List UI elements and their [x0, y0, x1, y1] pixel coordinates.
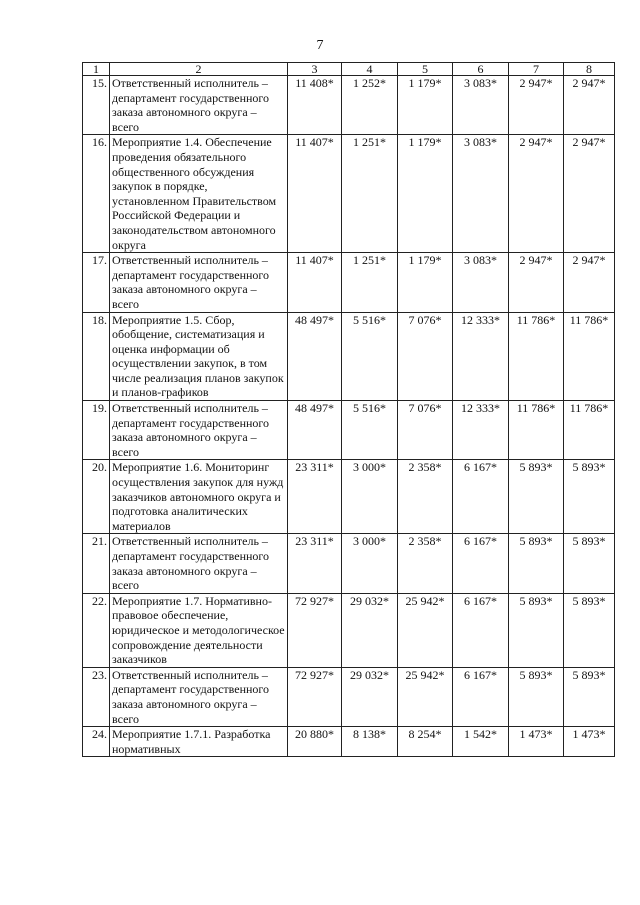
value-cell-col-3: 23 311*	[288, 460, 342, 534]
col-header-5: 5	[398, 63, 453, 76]
value-cell-col-5: 7 076*	[398, 401, 453, 460]
value-cell-col-7: 5 893*	[509, 460, 564, 534]
value-cell-col-8: 2 947*	[564, 253, 615, 312]
value-cell-col-3: 11 407*	[288, 135, 342, 253]
row-description: Мероприятие 1.5. Сбор, обобщение, систематизация и оценка информации об осуществлении закупок, в том числе реализация планов закупок и планов-графиков	[110, 312, 288, 401]
row-description: Мероприятие 1.7. Нормативно-правовое обеспечение, юридическое и методологическое сопровождение деятельности заказчиков	[110, 593, 288, 667]
value-cell-col-6: 3 083*	[453, 76, 509, 135]
value-cell-col-5: 2 358*	[398, 534, 453, 593]
value-cell-col-8: 5 893*	[564, 667, 615, 726]
col-header-8: 8	[564, 63, 615, 76]
value-cell-col-5: 7 076*	[398, 312, 453, 401]
value-cell-col-3: 20 880*	[288, 727, 342, 757]
value-cell-col-7: 2 947*	[509, 76, 564, 135]
row-number: 19.	[83, 401, 110, 460]
value-cell-col-3: 72 927*	[288, 593, 342, 667]
value-cell-col-6: 12 333*	[453, 312, 509, 401]
table-row	[83, 312, 615, 401]
value-cell-col-4: 29 032*	[342, 667, 398, 726]
value-cell-col-6: 3 083*	[453, 253, 509, 312]
col-header-1: 1	[83, 63, 110, 76]
header-row	[83, 63, 615, 76]
table-body	[83, 63, 615, 757]
row-number: 20.	[83, 460, 110, 534]
value-cell-col-7: 1 473*	[509, 727, 564, 757]
value-cell-col-8: 1 473*	[564, 727, 615, 757]
value-cell-col-8: 5 893*	[564, 460, 615, 534]
table-row	[83, 534, 615, 593]
value-cell-col-5: 1 179*	[398, 253, 453, 312]
table-row	[83, 727, 615, 757]
value-cell-col-7: 2 947*	[509, 253, 564, 312]
row-description: Мероприятие 1.6. Мониторинг осуществления закупок для нужд заказчиков автономного округа и подготовка аналитических материалов	[110, 460, 288, 534]
value-cell-col-5: 1 179*	[398, 76, 453, 135]
value-cell-col-4: 1 251*	[342, 253, 398, 312]
row-description: Мероприятие 1.4. Обеспечение проведения обязательного общественного обсуждения закупок в порядке, установленном Правительством Российской Федерации и законодательством автономного округа	[110, 135, 288, 253]
row-description: Мероприятие 1.7.1. Разработка нормативных	[110, 727, 288, 757]
value-cell-col-4: 3 000*	[342, 534, 398, 593]
row-description: Ответственный исполнитель – департамент государственного заказа автономного округа – всего	[110, 253, 288, 312]
row-number: 24.	[83, 727, 110, 757]
row-description: Ответственный исполнитель – департамент государственного заказа автономного округа – всего	[110, 76, 288, 135]
value-cell-col-4: 1 252*	[342, 76, 398, 135]
value-cell-col-6: 3 083*	[453, 135, 509, 253]
value-cell-col-8: 5 893*	[564, 593, 615, 667]
program-table	[82, 62, 615, 757]
value-cell-col-3: 11 407*	[288, 253, 342, 312]
value-cell-col-7: 5 893*	[509, 593, 564, 667]
value-cell-col-4: 5 516*	[342, 312, 398, 401]
col-header-4: 4	[342, 63, 398, 76]
value-cell-col-8: 2 947*	[564, 76, 615, 135]
value-cell-col-3: 72 927*	[288, 667, 342, 726]
value-cell-col-8: 11 786*	[564, 401, 615, 460]
value-cell-col-8: 5 893*	[564, 534, 615, 593]
value-cell-col-6: 6 167*	[453, 460, 509, 534]
value-cell-col-7: 5 893*	[509, 667, 564, 726]
row-number: 16.	[83, 135, 110, 253]
row-description: Ответственный исполнитель – департамент государственного заказа автономного округа – всего	[110, 667, 288, 726]
value-cell-col-4: 3 000*	[342, 460, 398, 534]
value-cell-col-7: 11 786*	[509, 401, 564, 460]
value-cell-col-6: 1 542*	[453, 727, 509, 757]
value-cell-col-3: 11 408*	[288, 76, 342, 135]
value-cell-col-3: 48 497*	[288, 401, 342, 460]
table-row	[83, 253, 615, 312]
page-number: 7	[316, 38, 324, 53]
row-number: 17.	[83, 253, 110, 312]
value-cell-col-7: 11 786*	[509, 312, 564, 401]
col-header-7: 7	[509, 63, 564, 76]
value-cell-col-8: 2 947*	[564, 135, 615, 253]
col-header-3: 3	[288, 63, 342, 76]
row-description: Ответственный исполнитель – департамент государственного заказа автономного округа – всего	[110, 401, 288, 460]
value-cell-col-4: 8 138*	[342, 727, 398, 757]
value-cell-col-5: 8 254*	[398, 727, 453, 757]
value-cell-col-4: 29 032*	[342, 593, 398, 667]
value-cell-col-7: 2 947*	[509, 135, 564, 253]
value-cell-col-3: 48 497*	[288, 312, 342, 401]
value-cell-col-3: 23 311*	[288, 534, 342, 593]
table-row	[83, 135, 615, 253]
col-header-6: 6	[453, 63, 509, 76]
row-number: 18.	[83, 312, 110, 401]
row-description: Ответственный исполнитель – департамент государственного заказа автономного округа – всего	[110, 534, 288, 593]
table-row	[83, 76, 615, 135]
value-cell-col-5: 25 942*	[398, 593, 453, 667]
row-number: 23.	[83, 667, 110, 726]
value-cell-col-8: 11 786*	[564, 312, 615, 401]
table-row	[83, 401, 615, 460]
col-header-2: 2	[110, 63, 288, 76]
value-cell-col-5: 1 179*	[398, 135, 453, 253]
value-cell-col-6: 12 333*	[453, 401, 509, 460]
row-number: 15.	[83, 76, 110, 135]
row-number: 21.	[83, 534, 110, 593]
row-number: 22.	[83, 593, 110, 667]
value-cell-col-5: 2 358*	[398, 460, 453, 534]
value-cell-col-6: 6 167*	[453, 593, 509, 667]
table-row	[83, 667, 615, 726]
value-cell-col-5: 25 942*	[398, 667, 453, 726]
value-cell-col-4: 5 516*	[342, 401, 398, 460]
value-cell-col-6: 6 167*	[453, 534, 509, 593]
table-row	[83, 593, 615, 667]
value-cell-col-4: 1 251*	[342, 135, 398, 253]
value-cell-col-7: 5 893*	[509, 534, 564, 593]
value-cell-col-6: 6 167*	[453, 667, 509, 726]
table-row	[83, 460, 615, 534]
